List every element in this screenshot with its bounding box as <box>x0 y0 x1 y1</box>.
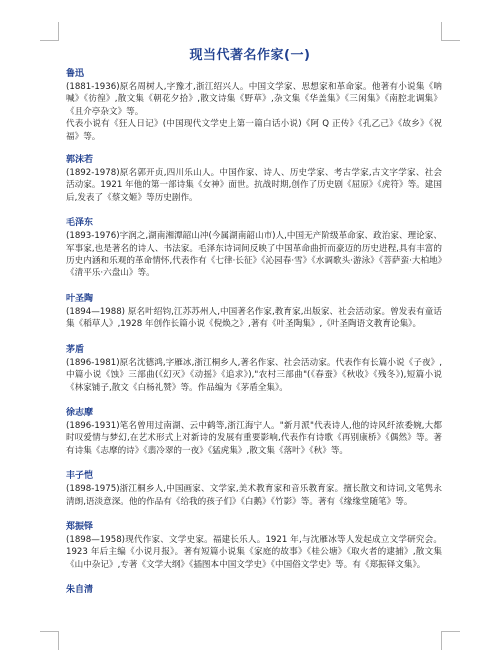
bio-paragraph: (1898-1975)浙江桐乡人,中国画家、文学家,美术教育家和音乐教育家。擅长散文和诗词,文笔隽永清朗,语淡意深。他的作品有《给我的孩子们》《白鹅》《竹影》等。著有《缘缘堂随笔》等。 <box>66 484 442 507</box>
author-bio <box>66 81 442 143</box>
author-list <box>66 67 442 597</box>
bio-paragraph: (1896-1931)笔名曾用过南湖、云中鹤等,浙江海宁人。"新月派"代表诗人,他的诗风纤浓委婉,大都时叹爱情与梦幻,在艺术形式上对新诗的发展有重要影响,代表作有诗歌《再别康桥》《偶然》等。著有诗集《志摩的诗》《翡冷翠的一夜》《猛虎集》,散文集《落叶》《秋》等。 <box>66 420 442 456</box>
author-entry <box>66 67 442 143</box>
crop-mark-bottom-right <box>441 631 460 650</box>
author-bio <box>66 357 442 394</box>
author-name: 徐志摩 <box>66 407 94 418</box>
author-entry <box>66 469 442 508</box>
crop-mark-top-right <box>441 22 460 41</box>
author-bio <box>66 306 442 331</box>
author-entry <box>66 520 442 571</box>
bio-paragraph: (1898—1958)现代作家、文学史家。福建长乐人。1921 年,与沈雁冰等人发起成立文学研究会。1923 年后主编《小说月报》。著有短篇小说集《家庭的故事》《桂公塘》《取火者的逮捕》,散文集《山中杂记》,专著《文学大纲》《插图本中国文学史》《中国俗文学史》等。有《郑振铎文集》。 <box>66 534 442 570</box>
author-name: 朱自清 <box>66 585 94 596</box>
author-bio <box>66 230 442 280</box>
bio-paragraph: (1896-1981)原名沈德鸿,字雁冰,浙江桐乡人,著名作家、社会活动家。代表作有长篇小说《子夜》,中篇小说《蚀》三部曲(《幻灭》《动摇》《追求》),"农村三部曲"(《春蚕》《秋收》《残冬》),短篇小说《林家铺子,散文《白杨礼赞》等。作品编为《茅盾全集》。 <box>66 357 442 393</box>
author-name: 茅盾 <box>66 344 85 355</box>
author-name: 毛泽东 <box>66 218 94 229</box>
page-title: 现当代著名作家(一) <box>189 48 311 63</box>
author-bio <box>66 420 442 457</box>
bio-paragraph: (1881-1936)原名周树人,字豫才,浙江绍兴人。中国文学家、思想家和革命家。他著有小说集《呐喊》《彷徨》,散文集《朝花夕拾》,散文诗集《野草》,杂文集《华盖集》《三闲集》《南腔北调集》《且介亭杂文》等。 <box>66 82 442 117</box>
author-entry <box>66 406 442 457</box>
author-entry <box>66 343 442 394</box>
crop-mark-top-left <box>40 22 59 41</box>
bio-paragraph: (1892-1978)原名郭开贞,四川乐山人。中国作家、诗人、历史学家、考古学家,古文字学家、社会活动家。1921 年他的第一部诗集《女神》面世。抗战时期,创作了历史剧《屈原》《虎符》等。建国后,发表了《蔡文姬》等历史剧作。 <box>66 168 442 203</box>
author-entry <box>66 292 442 331</box>
bio-paragraph: (1894—1988) 原名叶绍钧,江苏苏州人,中国著名作家,教育家,出版家、社会活动家。曾发表有童话集《稻草人》,1928 年创作长篇小说《倪焕之》,著有《叶圣陶集》,《叶圣陶语文教育论集》。 <box>66 306 442 330</box>
bio-paragraph: 代表小说有《狂人日记》(中国现代文学史上第一篇白话小说)《阿 Q 正传》《孔乙己》《故乡》《祝福》等。 <box>66 119 442 142</box>
author-name: 丰子恺 <box>66 471 94 482</box>
author-bio <box>66 534 442 571</box>
author-name: 叶圣陶 <box>66 293 94 304</box>
author-name: 鲁迅 <box>66 69 85 79</box>
author-bio <box>66 483 442 508</box>
author-entry <box>66 583 442 597</box>
author-name: 郑振铎 <box>66 521 94 532</box>
author-entry <box>66 153 442 204</box>
author-entry <box>66 216 442 280</box>
crop-mark-bottom-left <box>40 631 59 650</box>
author-name: 郭沫若 <box>66 155 94 166</box>
bio-paragraph: (1893-1976)字润之,湖南湘潭韶山冲(今属湖南韶山市)人,中国无产阶级革命家、政治家、理论家、军事家,也是著名的诗人、书法家。毛泽东诗词间反映了中国革命曲折而豪迈的历史进程,具有丰富的历史内涵和乐观的革命情怀,代表作有《七律·长征》《沁园春·雪》《水调歌头·游泳》《菩萨蛮·大柏地》《清平乐·六盘山》等。 <box>66 231 442 279</box>
author-bio <box>66 167 442 204</box>
